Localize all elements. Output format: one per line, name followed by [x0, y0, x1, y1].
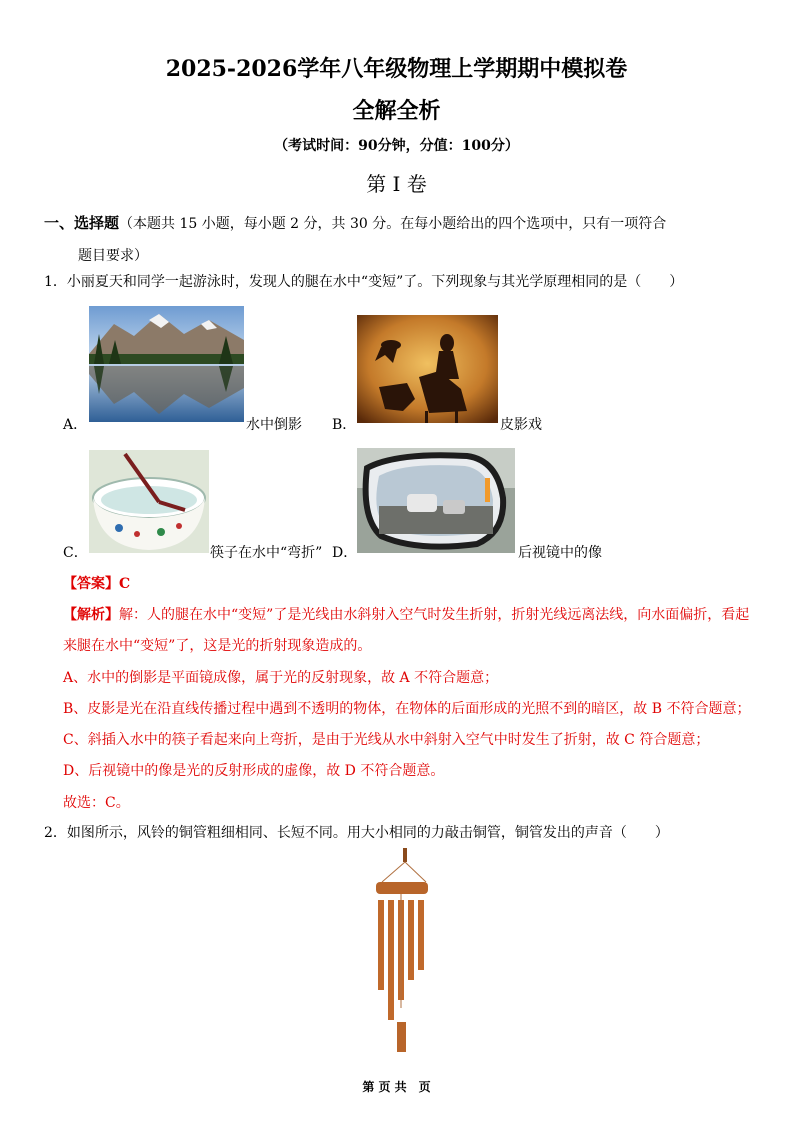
shadow-puppet-photo [357, 315, 498, 423]
option-c-letter: C． [63, 545, 88, 561]
question-1-conclusion: 故选：C。 [63, 795, 130, 811]
rearview-mirror-photo [357, 448, 515, 553]
wind-chime-photo [370, 848, 430, 1053]
section-heading [44, 207, 754, 272]
mountain-lake-reflection-photo [89, 306, 244, 422]
section-title: 一、选择题 [44, 214, 120, 232]
option-d-letter: D． [332, 545, 358, 561]
exam-subtitle: 全解全析 [352, 98, 441, 124]
option-a-letter: A． [63, 417, 88, 433]
option-b-caption: 皮影戏 [500, 417, 542, 433]
question-1-answer: 【答案】C [63, 576, 131, 592]
analysis-item-c: C、斜插入水中的筷子看起来向上弯折，是由于光线从水中斜射入空气中时发生了折射，故 C 符合题意； [63, 732, 710, 748]
exam-time-and-score: （考试时间：90分钟，分值：100分） [274, 138, 519, 154]
option-d-caption: 后视镜中的像 [518, 545, 602, 561]
volume-label: 第 I 卷 [366, 172, 427, 196]
page-number: 第 页 共 页 [362, 1080, 431, 1094]
exam-title: 2025-2026学年八年级物理上学期期中模拟卷 [165, 56, 628, 82]
analysis-label: 【解析】 [63, 607, 119, 623]
analysis-text-line1: 解：人的腿在水中“变短”了是光线由水斜射入空气时发生折射，折射光线远离法线，向水面偏折，看起 [119, 607, 750, 623]
analysis-item-b: B、皮影是光在沿直线传播过程中遇到不透明的物体，在物体的后面形成的光照不到的暗区，故 B 不符合题意； [63, 701, 751, 717]
question-1-stem: 1．小丽夏天和同学一起游泳时，发现人的腿在水中“变短”了。下列现象与其光学原理相同的是（ ） [44, 274, 684, 290]
analysis-item-a: A、水中的倒影是平面镜成像，属于光的反射现象，故 A 不符合题意； [63, 670, 499, 686]
section-instructions-line2: 题目要求） [78, 248, 148, 264]
analysis-item-d: D、后视镜中的像是光的反射形成的虚像，故 D 不符合题意。 [63, 763, 445, 779]
question-2-stem: 2．如图所示，风铃的铜管粗细相同、长短不同。用大小相同的力敲击铜管，铜管发出的声音（ ） [44, 825, 669, 841]
question-1-analysis-line1 [63, 604, 749, 624]
section-instructions-line1: （本题共 15 小题，每小题 2 分，共 30 分。在每小题给出的四个选项中，只有一项符合 [119, 216, 667, 232]
chopstick-in-bowl-photo [89, 450, 209, 553]
question-1-analysis-line2: 来腿在水中“变短”了，这是光的折射现象造成的。 [63, 638, 372, 654]
option-a-caption: 水中倒影 [246, 417, 302, 433]
option-b-letter: B． [332, 417, 357, 433]
option-c-caption: 筷子在水中“弯折” [210, 545, 323, 561]
